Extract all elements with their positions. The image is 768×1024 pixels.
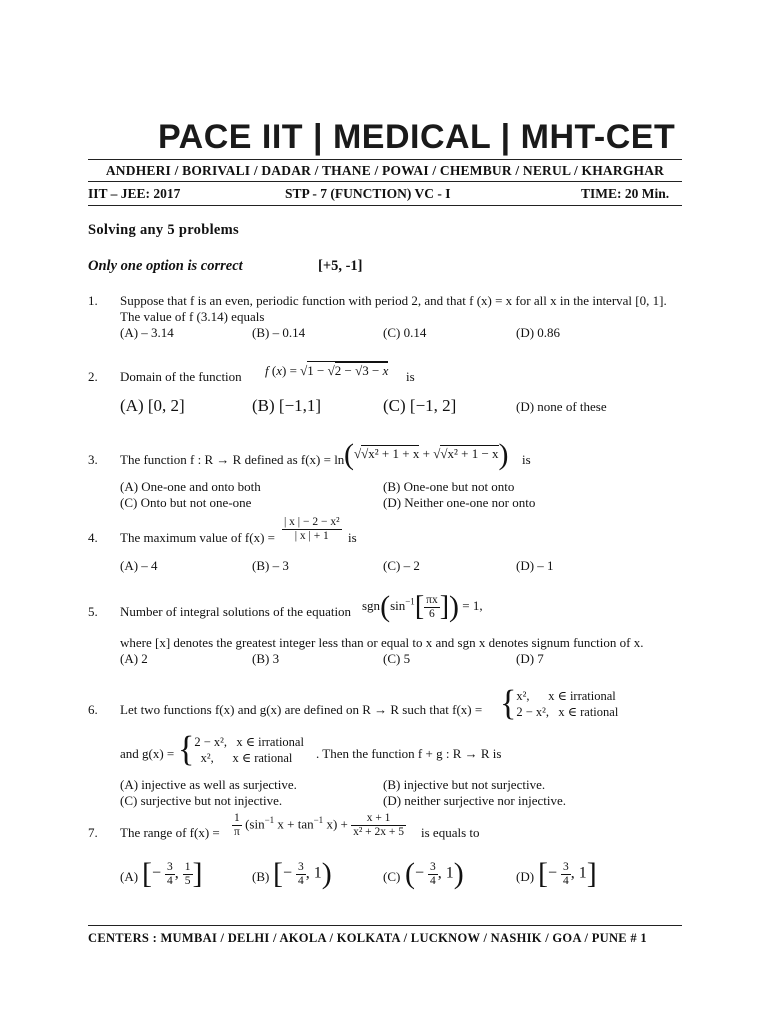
formula: { 2 − x², x ∈ irrational x², x ∈ rational bbox=[178, 730, 304, 769]
option-a: (A) 2 bbox=[120, 651, 148, 666]
section-title: Solving any 5 problems bbox=[88, 222, 239, 238]
question-number: 5. bbox=[88, 604, 98, 619]
question-tail: is bbox=[406, 369, 415, 384]
option-a: (A) – 3.14 bbox=[120, 325, 174, 340]
marking-scheme: [+5, -1] bbox=[318, 258, 363, 274]
option-label: (B) bbox=[252, 869, 270, 884]
question-text-line2: where [x] denotes the greatest integer less than or equal to x and sgn x denotes signum function of x. bbox=[120, 635, 644, 650]
option-d: (D) – 1 bbox=[516, 558, 554, 573]
brand-logo: PACE IIT | MEDICAL | MHT-CET bbox=[158, 118, 676, 156]
question-text bbox=[120, 369, 242, 385]
option-a: (A) – 4 bbox=[120, 558, 158, 573]
question-number: 2. bbox=[88, 369, 98, 384]
option-b: (B) injective but not surjective. bbox=[383, 777, 546, 792]
option-a-formula: [− $\frac{3}{4}$ , $\frac{1}{5}$ ] bbox=[142, 857, 203, 890]
option-d: (D) 0.86 bbox=[516, 325, 561, 340]
option-a: (A) One-one and onto both bbox=[120, 479, 261, 494]
option-b: (B) One-one but not onto bbox=[383, 479, 515, 494]
branch-list: ANDHERI / BORIVALI / DADAR / THANE / POWAI / CHEMBUR / NERUL / KHARGHAR bbox=[105, 163, 665, 178]
option-d bbox=[516, 869, 534, 885]
formula: $\frac{1}{\pi}$ ($\sin^{-1}$ $x + \tan^{-1} x$) + $\frac{x + 1}{\text{x² + 2x + 5}}$ bbox=[234, 812, 405, 838]
option-d-formula: [− $\frac{3}{4}$ , 1] bbox=[538, 857, 597, 890]
formula: f (x) = √1 − √2 − √3 − x bbox=[265, 363, 389, 378]
question-text-part: Domain of the function bbox=[120, 369, 242, 384]
test-label: STP - 7 (FUNCTION) VC - I bbox=[285, 186, 451, 201]
time-label: TIME: 20 Min. bbox=[581, 186, 670, 201]
header-rule bbox=[88, 181, 682, 182]
option-a: (A) [0, 2] bbox=[120, 396, 185, 415]
question-text: Let two functions f(x) and g(x) are defined on R → R such that f(x) = bbox=[120, 702, 483, 717]
option-b: (B) [−1,1] bbox=[252, 396, 322, 415]
question-tail: is bbox=[348, 530, 357, 545]
option-d: (D) Neither one-one nor onto bbox=[383, 495, 536, 510]
option-b: (B) – 3 bbox=[252, 558, 289, 573]
option-c: (C) Onto but not one-one bbox=[120, 495, 252, 510]
question-text: The function f : R → R defined as f(x) = ln bbox=[120, 452, 345, 467]
question-number: 4. bbox=[88, 530, 98, 545]
option-c bbox=[383, 869, 400, 885]
question-tail: is bbox=[522, 452, 531, 467]
option-label: (C) bbox=[383, 869, 401, 884]
question-text: Suppose that f is an even, periodic function with period 2, and that f (x) = x for all x in the interval [0, 1]. The value of f (3.14) equals bbox=[120, 293, 667, 324]
footer-rule bbox=[88, 925, 682, 926]
formula: $sgn(\sin^{-1}$[ $\frac{\pi x}{6}$ ]) = 1, bbox=[362, 590, 483, 623]
option-label: (A) bbox=[120, 869, 139, 884]
question-number: 7. bbox=[88, 825, 98, 840]
option-a bbox=[120, 869, 138, 885]
option-c: (C) 0.14 bbox=[383, 325, 427, 340]
question-number: 1. bbox=[88, 293, 98, 308]
formula: (√√x² + 1 + x + √√x² + 1 − x) bbox=[344, 438, 509, 471]
formula: $\frac{\text{| x | − 2 − x²}}{| x | + 1}$ bbox=[284, 516, 340, 542]
option-d: (D) none of these bbox=[516, 399, 607, 414]
question-text: The range of f(x) = bbox=[120, 825, 220, 840]
option-label: (D) bbox=[516, 869, 535, 884]
option-b: (B) 3 bbox=[252, 651, 280, 666]
option-c-formula: (− $\frac{3}{4}$ , 1) bbox=[405, 857, 464, 890]
exam-label: IIT – JEE: 2017 bbox=[88, 186, 181, 201]
question-number: 3. bbox=[88, 452, 98, 467]
header-rule bbox=[88, 159, 682, 160]
question-number: 6. bbox=[88, 702, 98, 717]
option-a: (A) injective as well as surjective. bbox=[120, 777, 297, 792]
footer-centers: CENTERS : MUMBAI / DELHI / AKOLA / KOLKATA / LUCKNOW / NASHIK / GOA / PUNE # 1 bbox=[88, 931, 647, 945]
instruction: Only one option is correct bbox=[88, 258, 243, 274]
option-c: (C) surjective but not injective. bbox=[120, 793, 283, 808]
question-text: The maximum value of f(x) = bbox=[120, 530, 275, 545]
option-b: (B) – 0.14 bbox=[252, 325, 306, 340]
option-c: (C) [−1, 2] bbox=[383, 396, 457, 415]
formula: { x², x ∈ irrational 2 − x², x ∈ rational bbox=[500, 684, 619, 723]
option-d: (D) 7 bbox=[516, 651, 544, 666]
question-text-line2: and g(x) = bbox=[120, 746, 175, 761]
question-tail: is equals to bbox=[421, 825, 480, 840]
option-b bbox=[252, 869, 269, 885]
question-text: Number of integral solutions of the equation bbox=[120, 604, 352, 619]
question-tail: . Then the function f + g : R → R is bbox=[316, 746, 502, 761]
header-rule bbox=[88, 205, 682, 206]
option-c: (C) 5 bbox=[383, 651, 411, 666]
option-d: (D) neither surjective nor injective. bbox=[383, 793, 567, 808]
option-b-formula: [− $\frac{3}{4}$ , 1) bbox=[273, 857, 332, 890]
option-c: (C) – 2 bbox=[383, 558, 420, 573]
